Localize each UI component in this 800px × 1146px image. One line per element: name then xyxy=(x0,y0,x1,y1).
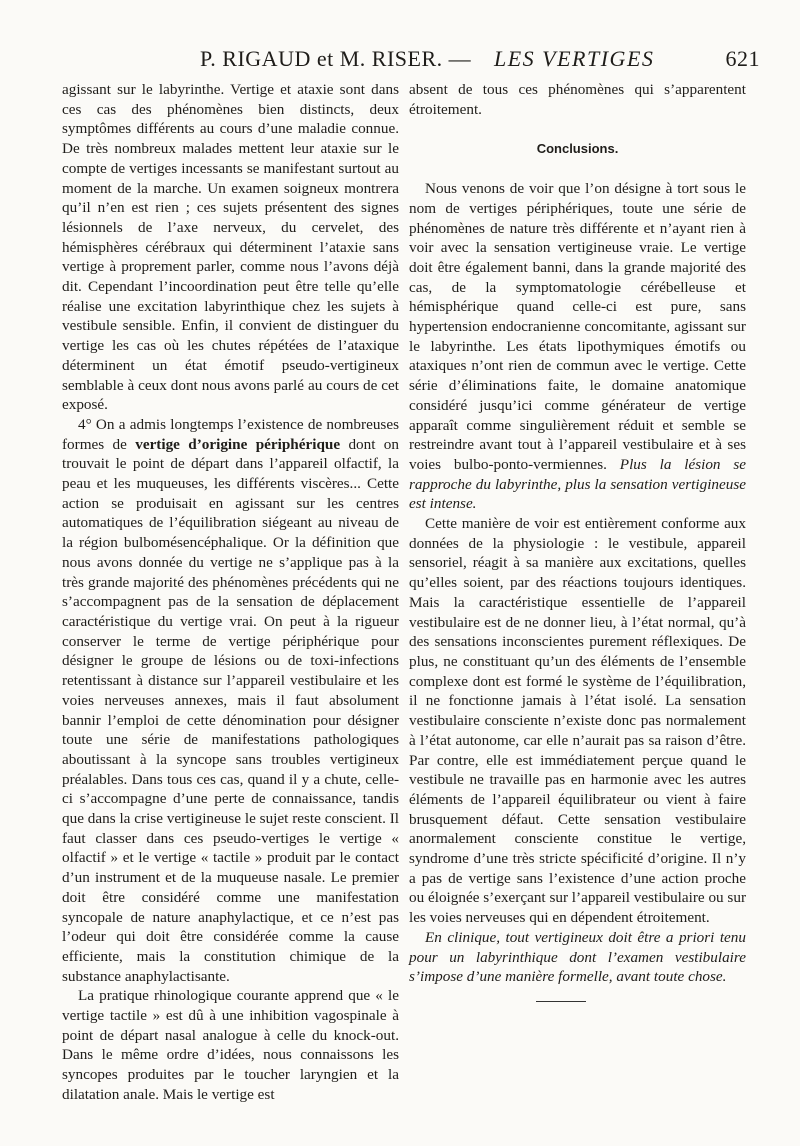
right-column xyxy=(409,80,746,987)
left-paragraph-2 xyxy=(62,415,399,986)
right-paragraph-2 xyxy=(409,179,746,514)
right-paragraph-2-text: Nous venons de voir que l’on désigne à tort sous le nom de vertiges périphériques, toute une série de phénomènes de nature très différente et n’ayant rien à voir avec la sensation vertigineuse vraie. Le vertige doit être également banni, dans la grande majorité des cas, de la symptomatologie cérébelleuse et hémisphérique quand celle-ci est pure, sans hypertension endocranienne concomitante, agissant sur le labyrinthe. Les états lipothymiques émotifs ou ataxiques n’ont rien de commun avec le vertige. Cette série d’éliminations faite, le domaine anatomique considéré jusqu’ici comme générateur de vertige apparaît comme singulièrement réduit et semble se restreindre avant tout à l’appareil vestibulaire et à ses voies bulbo-ponto-vermiennes. xyxy=(409,180,746,473)
left-paragraph-3: La pratique rhinologique courante apprend que « le vertige tactile » est dû à une inhibition vagospinale à point de départ nasal analogue à celle du knock-out. Dans le même ordre d’idées, nous connaissons les syncopes produites par le toucher laryngien et la dilatation anale. Mais le vertige est xyxy=(62,987,399,1103)
header-title: LES VERTIGES xyxy=(494,46,655,71)
section-heading-conclusions: Conclusions. xyxy=(536,141,619,157)
left-paragraph-2-rest: dont on trouvait le point de départ dans l’appareil olfactif, la peau et les muqueuses, les différents viscères... Cette action se produisait en agissant sur les centres automatiques de l’équilibration siégeant au niveau de la région bulbomésencéphalique. Or la définition que nous avons donnée du vertige ne s’applique pas à la très grande majorité des phénomènes précédents qui ne s’accompagnent pas de la sensation de déplacement caractéristique du vertige vrai. On peut à la rigueur conserver le terme de vertige périphérique pour désigner le groupe de lésions ou de toxi-infections retentissant à distance sur l’appareil vestibulaire et les voies nerveuses annexes, mais il faut absolument bannir l’emploi de cette dénomination pour désigner toute une série de manifestations pathologiques aboutissant à la syncope sans troubles vertigineux préalables. Dans tous ces cas, quand il y a chute, celle-ci s’accompagne d’une perte de connaissance, tandis que dans la crise vertigineuse le sujet reste conscient. Il faut classer dans ces pseudo-vertiges le vertige « olfactif » et le vertige « tactile » produit par le contact d’un instrument et de la muqueuse nasale. Le premier doit être considéré comme une manifestation syncopale de nature anaphylactique, et ce n’est pas l’odeur qui doit être considérée comme la cause efficiente, mais la constitution chimique de la substance anaphylactisante. xyxy=(62,435,399,985)
right-paragraph-4: En clinique, tout vertigineux doit être a priori tenu pour un labyrinthique dont l’examen vestibulaire s’impose d’une manière formelle, avant toute chose. xyxy=(409,928,746,986)
header-authors: P. RIGAUD et M. RISER. — xyxy=(200,46,472,71)
right-paragraph-3: Cette manière de voir est entièrement conforme aux données de la physiologie : le vestibule, appareil sensoriel, réagit à sa manière aux excitations, quelles qu’elles soient, par des réactions toujours identiques. Mais la caractéristique essentielle de l’appareil vestibulaire est de ne donner lieu, à l’état normal, qu’à des sensations inconscientes purement réflexiques. De plus, ne constituant qu’un des éléments de l’ensemble complexe dont est formé le système de l’équilibration, il ne fonctionne jamais à l’état isolé. La sensation vestibulaire consciente n’existe donc pas normalement à l’état autonome, car elle n’aurait pas sa raison d’être. Par contre, elle est immédiatement perçue quand le vestibule ne travaille pas en harmonie avec les autres éléments de l’appareil équilibrateur ou vient à faire brusquement défaut. Cette sensation vestibulaire anormalement consciente constitue le vertige, syndrome d’une très stricte spécificité d’origine. Il n’y a pas de vertige sans l’existence d’une action proche ou éloignée s’exerçant sur l’appareil vestibulaire ou sur les voies nerveuses qui en dépendent étroitement. xyxy=(409,515,746,927)
left-paragraph-2-bold-term: vertige d’origine périphérique xyxy=(135,435,341,453)
left-column xyxy=(62,80,399,1105)
right-paragraph-1: absent de tous ces phénomènes qui s’apparentent étroitement. xyxy=(409,81,746,118)
closing-rule xyxy=(536,1001,586,1002)
left-paragraph-1: agissant sur le labyrinthe. Vertige et ataxie sont dans ces cas des phénomènes bien distincts, deux symptômes différents au cours d’une maladie connue. De très nombreux malades mettent leur ataxie sur le compte de vertiges incessants se manifestant surtout au moment de la marche. Un examen soigneux montrera qu’il n’en est rien ; ces sujets présentent des signes lésionnels de l’axe nerveux, du cervelet, des hémisphères cérébraux qui déterminent l’ataxie sans vertige à proprement parler, comme nous l’avons déjà dit. Cependant l’incoordination peut être telle qu’elle réalise une excitation labyrinthique chez les sujets à vestibule sensible. Enfin, il convient de distinguer du vertige les cas où les chutes répétées de l’ataxique déterminent un état émotif pseudo-vertigineux semblable à ceux dont nous avons parlé au cours de cet exposé. xyxy=(62,81,399,414)
running-header xyxy=(60,46,760,80)
right-paragraph-2-italic: Plus la lésion se rapproche du labyrinthe, plus la sensation vertigineuse est intense. xyxy=(409,455,746,513)
page-number: 621 xyxy=(725,46,760,71)
left-paragraph-2-start: 4° On a admis longtemps l’existence de nombreuses formes de xyxy=(62,415,399,453)
